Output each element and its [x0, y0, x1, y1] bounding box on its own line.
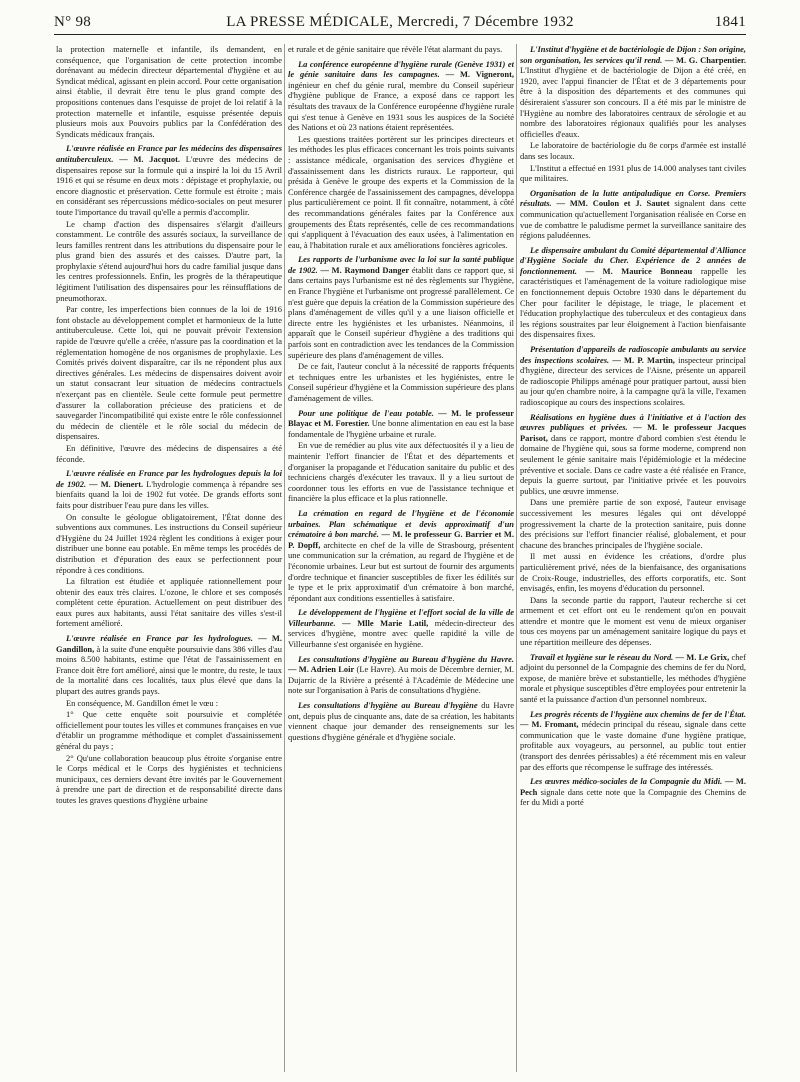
- section-text: L'Institut d'hygiène et de bactériologie de Dijon a été créé, en 1920, avec l'appui financier de l'État et de 3 départements pour être à la disposition des départements et des communes qui désireraient s'assurer son concours. Il a été mis par le ministre de l'Hygiène au nombre des laboratoires centraux de sérologie et au nombre des laboratoires régionaux qualifiés pour les analyses officielles d'eaux.: [520, 65, 746, 139]
- section-text: architecte en chef de la ville de Strasbourg, présentent une communication sur la crémation, au regard de l'hygiène et de l'économie urbaines. Leur but est surtout de fournir des arguments d'ordre technique et financier susceptibles de fixer les édilités sur le type et le prix approximatif d'un crématoire à bon marché, répondant aux conditions essentielles à satisfaire.: [288, 539, 514, 603]
- section-heading: L'œuvre réalisée en France par les médecins des dispensaires antituberculeux.: [56, 143, 282, 164]
- section-author: — M. le professeur G. Barrier et M. P. Dopff,: [288, 529, 514, 550]
- column-2: [288, 44, 514, 1074]
- section-paragraph: [288, 59, 514, 133]
- paragraph: On consulte le géologue obligatoirement, l'État donne des subventions aux communes. Les instructions du Conseil supérieur d'Hygiène du 24 Juillet 1924 règlent les conditions à exiger pour distribuer une bonne eau potable. En même temps les procédés de distribution et d'épuration des eaux se perfectionnent pour répondre à ces conditions.: [56, 511, 282, 575]
- section-heading: Les rapports de l'urbanisme avec la loi sur la santé publique de 1902.: [288, 254, 514, 275]
- page-number: 1841: [714, 14, 746, 30]
- section-author: — M. Gandillon,: [56, 633, 282, 654]
- section-author: — M. Fromant,: [520, 719, 579, 730]
- section-author: — M. P. Martin,: [609, 354, 675, 365]
- section-paragraph: [520, 344, 746, 408]
- section-heading: Pour une politique de l'eau potable.: [298, 407, 434, 418]
- paragraph: En conséquence, M. Gandillon émet le vœu :: [66, 697, 219, 708]
- column-3: [520, 44, 746, 1074]
- section-heading: Les progrès récents de l'hygiène aux chemins de fer de l'État.: [530, 708, 746, 719]
- paragraph: et rurale et de génie sanitaire que révèle l'état alarmant du pays.: [288, 44, 503, 54]
- paragraph: Dans une première partie de son exposé, l'auteur envisage successivement les mesures légales qui ont développé progressivement la charte de la protection sanitaire, puis donne des précisions sur l'effort financier réalisé, globalement, et pour chacune des branches principales de l'hygiène sociale.: [520, 497, 746, 550]
- paragraph: En définitive, l'œuvre des médecins de dispensaires a été féconde.: [56, 442, 282, 464]
- section-heading: Présentation d'appareils de radioscopie ambulants au service des inspections scolaires.: [520, 344, 746, 365]
- section-author: — M. Adrien Loir: [288, 664, 355, 675]
- section-author: — MM. Coulon et J. Sautet: [551, 198, 670, 209]
- section-paragraph: [520, 188, 746, 241]
- paragraph: la protection maternelle et infantile, ils demandent, en conséquence, que l'organisation de cette protection incombe dorénavant au médecin directeur départemental d'hygiène et au Syndicat médical, agissant en plein accord. Pour cette organisation ainsi établie, il devrait être tenu le plus grand compte des propositions contenues dans l'esquisse de projet de loi relatif à la protection maternelle et infantile, esquisse présentée depuis plusieurs mois aux Pouvoirs publics par la Confédération des Syndicats médicaux français.: [56, 44, 282, 139]
- section-text: dans ce rapport, montre d'abord combien s'est étendu le domaine de l'hygiène qui, sous sa forme moderne, comprend non seulement le génie sanitaire mais l'épidémiologie et la médecine préventive et sociale. Dans ce cadre vaste a été réalisée en France, depuis la guerre surtout, par l'initiative privée et les pouvoirs publics, une œuvre immense.: [520, 432, 746, 496]
- section-paragraph: [520, 412, 746, 497]
- section-author: — M. G. Charpentier.: [662, 54, 746, 65]
- issue-number: N° 98: [54, 14, 92, 30]
- section-heading: La conférence européenne d'hygiène rurale (Genève 1931) et le génie sanitaire dans les campagnes.: [288, 58, 514, 80]
- section-text: à la suite d'une enquête poursuivie dans 386 villes d'au moins 8.500 habitants, estime que l'état de l'assainissement en France doit être fort amélioré, ainsi que le montre, du reste, le taux de la mortalité dans ces localités, taux plus élevé que dans la plupart des autres grands pays.: [56, 643, 282, 697]
- section-author: — M. Jacquot.: [113, 153, 181, 164]
- paragraph: De ce fait, l'auteur conclut à la nécessité de rapports fréquents et techniques entre les urbanistes et les hygiénistes, entre le Conseil supérieur d'hygiène et la Commission supérieure des plans d'aménagement de villes.: [288, 361, 514, 403]
- section-paragraph: [288, 508, 514, 603]
- section-paragraph: [56, 143, 282, 217]
- paragraph: Les questions traitées portèrent sur les principes directeurs et les méthodes les plus efficaces concernant les trois points suivants : assistance médicale, organisation des services d'hygiène et d'assainissement dans les districts ruraux. Le rapporteur, qui présida à Genève le groupe des experts et la Commission de la Conférence chargée de l'assainissement des campagnes, développa plus particulièrement ce point. Il fit connaître, notamment, à côté des recommandations générales faites par la Conférence aux groupements des États représentés, celle de ces recommandations qui s'appliquent à l'évacuation des eaux usées, à l'alimentation en eau, à l'habitation rurale et aux améliorations foncières agricoles.: [288, 133, 514, 250]
- header-rule: [54, 34, 746, 35]
- section-heading: Travail et hygiène sur le réseau du Nord.: [530, 651, 674, 662]
- section-heading: Les consultations d'hygiène au Bureau d'hygiène: [298, 700, 478, 711]
- section-heading: Les consultations d'hygiène au Bureau d'hygiène du Havre.: [298, 653, 514, 664]
- section-author: — M. Maurice Bonneau: [576, 265, 693, 276]
- paragraph: Par contre, les imperfections bien connues de la loi de 1916 font obstacle au développement complet et harmonieux de la lutte antituberculeuse. Cette loi, qui ne pouvait prévoir l'extension rapide de l'œuvre qu'elle a créée, n'assure pas la coordination et la réglementation homogène de nos organismes de prophylaxie. Les Comités privés doivent disparaître, car ils ne répondent plus aux directives générales. Les médecins de dispensaires doivent avoir un statut consacrant leur situation de médecins contractuels n'exerçant pas en clientèle. Seule cette formule peut permettre d'assurer la collaboration précieuse des praticiens et de sauvegarder l'incompatibilité qui existe entre le rôle confessionnel du médecin de clientèle et le rôle social du médecin de dispensaires.: [56, 304, 282, 442]
- section-author: — M. Raymond Danger: [317, 264, 410, 275]
- section-paragraph: [520, 44, 746, 139]
- section-text: du Havre ont, depuis plus de cinquante ans, date de sa création, les habitants viennent chaque jour demander des renseignements sur les questions d'hygiène générale et d'hygiène sociale.: [288, 700, 514, 742]
- section-heading: L'Institut d'hygiène et de bactériologie de Dijon : Son origine, son organisation, les services qu'il rend.: [520, 44, 746, 65]
- section-paragraph: [520, 652, 746, 705]
- section-author: — Mlle Marie Latil,: [335, 617, 429, 628]
- section-text: inspecteur principal d'hygiène, directeur des services de l'Aisne, présente un appareil de radioscopie Philipps aménagé pour pratiquer partout, aussi bien au jour qu'en chambre noire, à la campagne qu'à la ville, l'examen radioscopique au cours des inspections scolaires.: [520, 354, 746, 407]
- section-text: ingénieur en chef du génie rural, membre du Conseil supérieur d'hygiène publique de France, a exposé dans ce rapport les résultats des travaux de la Conférence européenne d'hygiène rurale qui s'est tenue à Genève en 1931 sous les auspices de la Société des Nations et où 23 nations étaient représentées.: [288, 79, 514, 133]
- section-text: L'œuvre des médecins de dispensaires repose sur la formule qui a inspiré la loi du 15 Avril 1916 et qui se résume en deux mots : dépistage et prophylaxie, ou encore diagnostic et préservation. Cette formule est étroite ; mais en considérant ses répercussions médico-sociales on peut mesurer toute l'importance du travail qu'elle a permis d'accomplir.: [56, 153, 282, 217]
- section-paragraph: [288, 408, 514, 440]
- section-paragraph: [520, 245, 746, 340]
- section-heading: La crémation en regard de l'hygiène et de l'économie urbaines. Plan schématique et devis approximatif d'un crématoire à bon marché.: [288, 507, 514, 540]
- paragraph: Le champ d'action des dispensaires s'élargit d'ailleurs constamment. Le contrôle des assurés sociaux, la surveillance de leurs familles rentrent dans les attributions du dispensaire pour le plus grand bien des assurés et des caisses. D'autre part, la prophylaxie s'étend aujourd'hui hors du cadre familial jusque dans les centres professionnels. Enfin, les progrès de la thérapeutique légitiment l'utilisation des dispensaires pour les réinsufflations de pneumothorax.: [56, 218, 282, 303]
- section-heading: Le dispensaire ambulant du Comité départemental d'Alliance d'Hygiène Sociale du Cher. Expérience de 2 années de fonctionnement.: [520, 244, 746, 276]
- section-heading: L'œuvre réalisée en France par les hydrologues depuis la loi de 1902.: [56, 468, 282, 489]
- journal-title: LA PRESSE MÉDICALE, Mercredi, 7 Décembre 1932: [226, 14, 574, 30]
- section-heading: Le développement de l'hygiène et l'effort social de la ville de Villeurbanne.: [288, 607, 514, 628]
- section-author: — M. Vigneront,: [439, 69, 514, 80]
- paragraph: En vue de remédier au plus vite aux défectuosités il y a lieu de maintenir l'effort financier de l'État et des départements et d'organiser la propagande et l'éducation sanitaire du public et des techniciens chargés d'exécuter les travaux. Il y a lieu surtout de coordonner tous les efforts en vue de l'assistance technique et financière la plus efficace et la plus rationnelle.: [288, 440, 514, 504]
- column-1: [56, 44, 282, 1074]
- section-author: — M. le professeur Jacques Parisot,: [520, 422, 746, 443]
- section-text: médecin principal du réseau, signale dans cette communication que le vaste domaine d'une hygiène pratique, profitable aux voyageurs, au personnel, au public tout entier (transport des denrées périssables) a été récemment mis en valeur par des efforts que récompense le suffrage des intéressés.: [520, 719, 746, 772]
- section-paragraph: [288, 254, 514, 360]
- section-paragraph: [520, 776, 746, 808]
- section-heading: Réalisations en hygiène dues à l'initiative et à l'action des œuvres publiques et privées.: [520, 411, 746, 433]
- paragraph: Il met aussi en évidence les créations, d'ordre plus particulièrement privé, nées de la bienfaisance, des organisations de Croix-Rouge, industrielles, des efforts corporatifs, etc. Sont envisagés, enfin, les moyens d'éducation du personnel.: [520, 551, 746, 594]
- section-paragraph: [288, 607, 514, 649]
- section-author: — M. Le Grix,: [673, 651, 730, 662]
- section-author: — M. le professeur Blayac et M. Forestier.: [288, 407, 514, 429]
- section-author: — M. Pech: [520, 776, 746, 797]
- section-text: médecin-directeur des services d'hygiène, montre avec quelle rapidité la ville de Villeurbanne s'est organisée en hygiène.: [288, 617, 514, 650]
- section-text: signalent dans cette communication qu'actuellement l'organisation réalisée en Corse en vue de combattre le paludisme permet la surveillance sanitaire des régions paludéennes.: [520, 198, 746, 241]
- section-text: L'hydrologie commença à répandre ses bienfaits quand la loi de 1902 fut votée. De grands efforts sont faits pour distribuer l'eau pure dans les villes.: [56, 478, 282, 510]
- section-paragraph: [288, 700, 514, 742]
- column-separator: [516, 44, 517, 1072]
- section-text: rappelle les caractéristiques et l'aménagement de la voiture radiologique mise en fonctionnement depuis Octobre 1930 dans le département du Cher pour faciliter le dépistage, le triage, le placement et l'éducation prophylactique des tuberculeux et des contagieux dans les régions soustraites par leur éloignement à l'action bienfaisante des dispensaires fixes.: [520, 265, 746, 340]
- paragraph: 1° Que cette enquête soit poursuivie et complétée officiellement pour toutes les villes et communes françaises en vue d'établir un programme méthodique et complet d'assainissement général du pays ;: [56, 709, 282, 751]
- section-author: — M. Dienert.: [86, 478, 144, 489]
- paragraph: Dans la seconde partie du rapport, l'auteur recherche si cet armement et cet effort ont eu le rendement qu'on en pouvait attendre et montre que le moment est venu de mieux organiser tous ces moyens par un aménagement sanitaire logique du pays et une répartition meilleure des dépenses.: [520, 594, 746, 648]
- section-paragraph: [520, 709, 746, 773]
- section-paragraph: [56, 468, 282, 510]
- section-text: (Le Havre). Au mois de Décembre dernier, M. Dujarric de la Rivière a présenté à l'Académie de Médecine une note sur l'organisation à Paris de consultations d'hygiène.: [288, 664, 514, 696]
- column-separator: [284, 44, 285, 1072]
- page-header: [54, 14, 746, 32]
- section-paragraph: [56, 633, 282, 697]
- section-text: signale dans cette note que la Compagnie des Chemins de fer du Midi a porté: [520, 786, 746, 808]
- paragraph: 2° Qu'une collaboration beaucoup plus étroite s'organise entre le Corps médical et le Corps des hygiénistes et techniciens municipaux, ces derniers devant être invités par le Gouvernement à prendre une part de direction et de responsabilité directe dans toutes les graves questions d'hygiène urbaine: [56, 752, 282, 805]
- section-heading: Organisation de la lutte antipaludique en Corse. Premiers résultats.: [520, 187, 746, 209]
- section-heading: L'œuvre réalisée en France par les hydrologues.: [66, 633, 253, 644]
- section-text: Une bonne alimentation en eau est la base fondamentale de l'hygiène urbaine et rurale.: [288, 418, 514, 439]
- paragraph: La filtration est étudiée et appliquée rationnellement pour obtenir des eaux très claires. L'ozone, le chlore et ses composés complètent cette épuration. Actuellement on peut distribuer des eaux pures aux habitants, aussi l'état sanitaire des villes s'est-il fortement amélioré.: [56, 576, 282, 629]
- section-paragraph: [288, 654, 514, 696]
- paragraph: Le laboratoire de bactériologie du 8e corps d'armée est installé dans ses locaux.: [520, 140, 746, 161]
- section-text: établit dans ce rapport que, si dans certains pays l'urbanisme est né des règlements sur l'hygiène, en France l'hygiène et l'urbanisme ont progressé parallèlement. Ce n'est guère que depuis la création de la Commission supérieure des plans d'aménagement de villes qu'il y a une liaison officielle et directe entre les hygiénistes et les urbanistes. Néanmoins, il apparaît que le Conseil supérieur d'hygiène a des traditions qui parfois sont en contradiction avec les tendances de la Commission supérieure des plans d'aménagement de villes.: [288, 264, 514, 360]
- section-text: chef adjoint du personnel de la Compagnie des chemins de fer du Nord, expose, de manière brève et substantielle, les méthodes d'hygiène morale et physique susceptibles d'être employées pour entretenir la santé et la puissance d'action d'un personnel nombreux.: [520, 651, 746, 705]
- paragraph: L'Institut a effectué en 1931 plus de 14.000 analyses tant civiles que militaires.: [520, 162, 746, 184]
- section-heading: Les œuvres médico-sociales de la Compagnie du Midi.: [530, 776, 723, 787]
